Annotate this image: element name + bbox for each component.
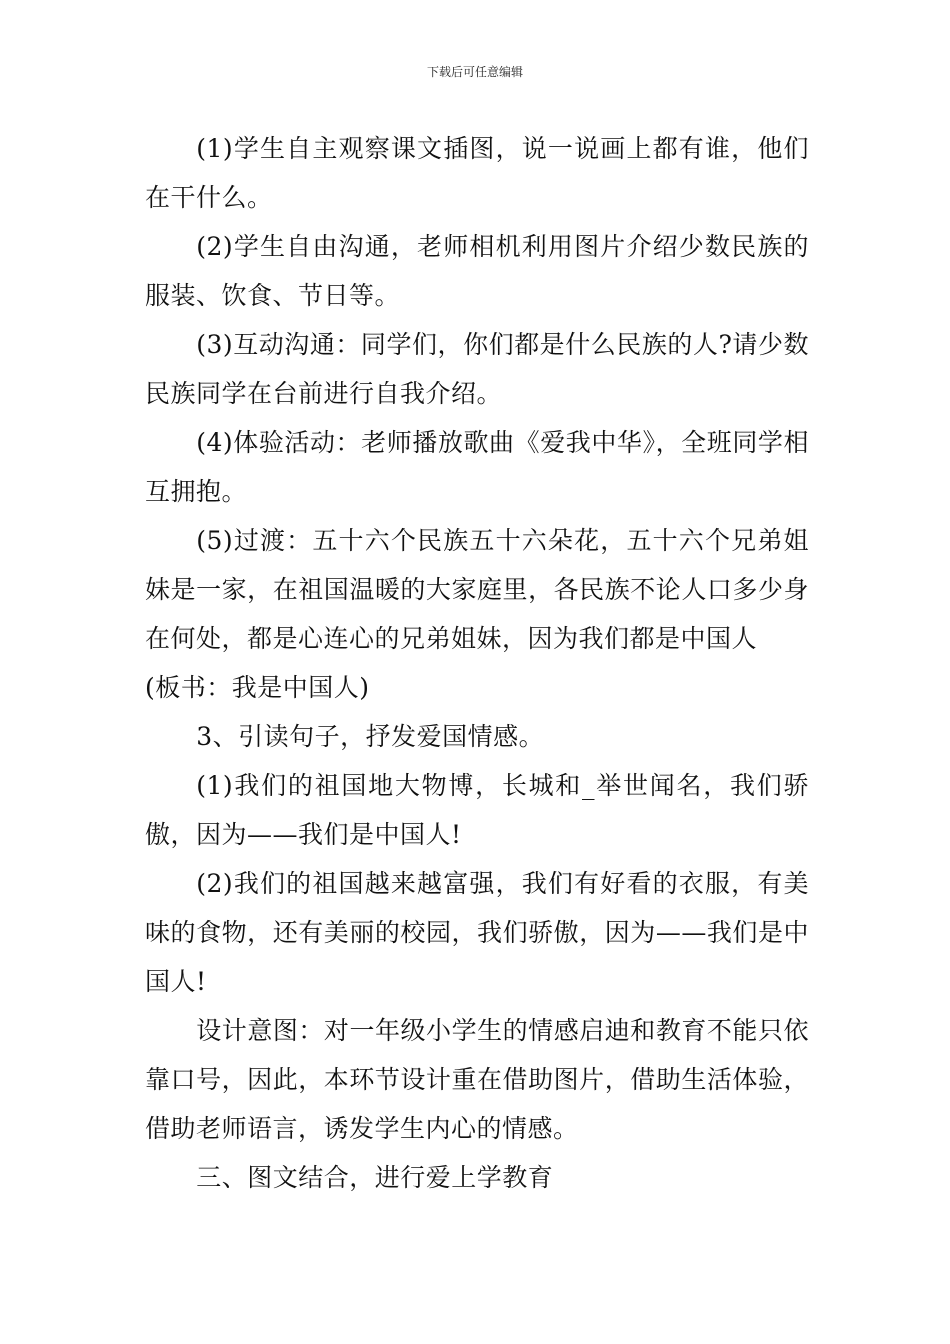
paragraph-reading-2: (2)我们的祖国越来越富强，我们有好看的衣服，有美味的食物，还有美丽的校园，我们骄傲，因为——我们是中国人!	[145, 869, 809, 996]
paragraph-reading-1: (1)我们的祖国地大物博，长城和_举世闻名，我们骄傲，因为——我们是中国人!	[145, 771, 809, 849]
paragraph-step-4: (4)体验活动：老师播放歌曲《爱我中华》，全班同学相互拥抱。	[145, 428, 809, 506]
paragraph-step-3: (3)互动沟通：同学们，你们都是什么民族的人?请少数民族同学在台前进行自我介绍。	[145, 330, 809, 408]
paragraph-board-note: (板书：我是中国人)	[145, 673, 370, 702]
paragraph-step-5: (5)过渡：五十六个民族五十六朵花，五十六个兄弟姐妹是一家，在祖国温暖的大家庭里，各民族不论人口多少身在何处，都是心连心的兄弟姐妹，因为我们都是中国人	[145, 526, 809, 653]
section-heading-three: 三、图文结合，进行爱上学教育	[196, 1163, 554, 1192]
section-heading-3: 3、引读句子，抒发爱国情感。	[196, 722, 545, 751]
paragraph-step-1: (1)学生自主观察课文插图，说一说画上都有谁，他们在干什么。	[145, 134, 809, 212]
paragraph-design-intent: 设计意图：对一年级小学生的情感启迪和教育不能只依靠口号，因此，本环节设计重在借助图片，借助生活体验，借助老师语言，诱发学生内心的情感。	[145, 1016, 809, 1143]
document-body	[145, 124, 809, 1202]
paragraph-step-2: (2)学生自由沟通，老师相机利用图片介绍少数民族的服装、饮食、节日等。	[145, 232, 809, 310]
page-header: 下载后可任意编辑	[426, 65, 523, 79]
